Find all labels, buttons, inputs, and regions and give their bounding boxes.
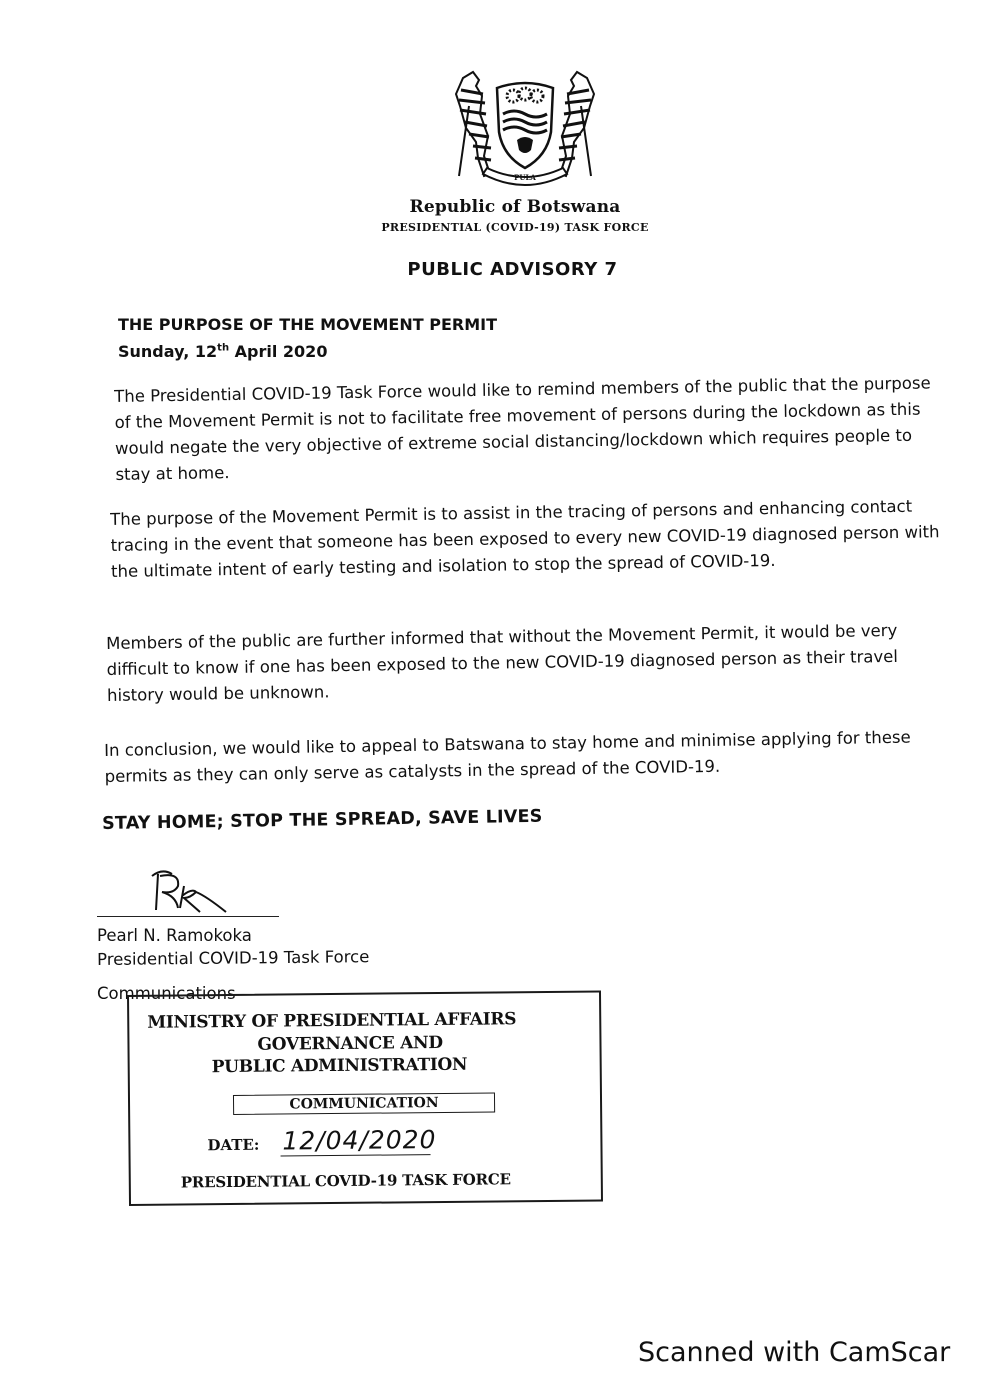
advisory-date [118,342,327,361]
stamp-date-underline [281,1154,431,1156]
stamp-ministry-line-1: MINISTRY OF PRESIDENTIAL AFFAIRS [147,1009,517,1033]
stamp-section-label: COMMUNICATION [289,1095,439,1113]
advisory-title: PUBLIC ADVISORY 7 [407,259,618,280]
stamp-date-label: DATE: [207,1135,260,1155]
stamp-section-box [233,1092,495,1115]
body-paragraph-3: Members of the public are further informed that without the Movement Permit, it would be very difficult to know if one has been exposed to the new COVID-19 diagnosed person as their travel history would be unknown. [106,620,899,705]
coat-of-arms-icon [435,70,615,190]
advisory-topic: THE PURPOSE OF THE MOVEMENT PERMIT [118,315,497,334]
body-paragraph-1: The Presidential COVID-19 Task Force would like to remind members of the public that the purpose of the Movement Permit is not to facilitate free movement of persons during the lockdown as this would negate the very objective of extreme social distancing/lockdown which requires people to stay at home. [114,373,931,484]
slogan: STAY HOME; STOP THE SPREAD, SAVE LIVES [102,806,543,834]
signature-line [97,916,279,917]
signer-role: Presidential COVID-19 Task Force [97,947,370,969]
date-prefix: Sunday, 12 [118,342,218,361]
body-paragraph-2: The purpose of the Movement Permit is to assist in the tracing of persons and enhancing contact tracing in the event that someone has been exposed to every new COVID-19 diagnosed person with the ultimate intent of early testing and isolation to stop the spread of COVID-19. [110,496,940,581]
stamp-footer: PRESIDENTIAL COVID-19 TASK FORCE [180,1170,511,1192]
body-paragraph-4: In conclusion, we would like to appeal to Batswana to stay home and minimise applying for these permits as they can only serve as catalysts in the spread of the COVID-19. [104,727,911,786]
signer-department: Communications [97,984,236,1003]
stamp-date-value: 12/04/2020 [282,1125,437,1156]
date-rest: April 2020 [229,342,328,361]
signer-name: Pearl N. Ramokoka [97,926,252,945]
stamp-ministry-line-3: PUBLIC ADMINISTRATION [211,1054,468,1078]
scanner-watermark: Scanned with CamScar [638,1337,951,1368]
office-subtitle: PRESIDENTIAL (COVID-19) TASK FORCE [381,221,649,234]
official-stamp [127,990,603,1206]
country-title: Republic of Botswana [409,197,621,217]
date-ordinal: th [217,342,230,354]
signature-mark [148,866,238,916]
stamp-ministry-line-2: GOVERNANCE AND [257,1032,443,1055]
coat-motto: PULA [514,173,536,182]
